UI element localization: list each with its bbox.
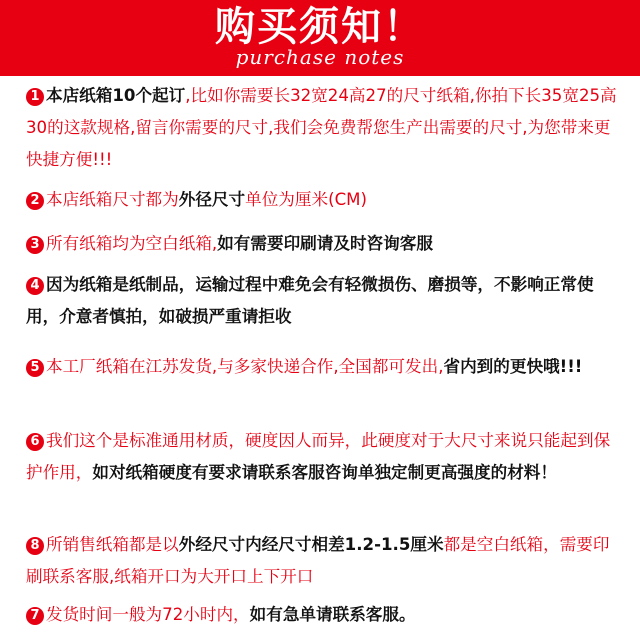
note-number-badge: 4 — [26, 277, 44, 295]
note-text-bold: 因为纸箱是纸制品，运输过程中难免会有轻微损伤、磨损等，不影响正常使用，介意者慎拍，如破损严重请拒收 — [26, 275, 594, 326]
note-number-badge: 7 — [26, 607, 44, 625]
page-title: 购买须知！ — [215, 4, 425, 50]
note-1 — [26, 80, 622, 176]
note-7 — [26, 599, 622, 631]
note-6 — [26, 425, 622, 489]
note-number-badge: 1 — [26, 88, 44, 106]
note-text-red: ,比如你需要长32宽24高27的尺寸纸箱,你拍下长35宽25高30的这款规格,留言你需要的尺寸,我们会免费帮您生产出需要的尺寸,为您带来更快捷方便!!! — [26, 86, 617, 169]
note-text-bold: 如有急单请联系客服。 — [249, 605, 416, 624]
note-text-bold: 本店纸箱10个起订 — [46, 86, 186, 105]
note-number-badge: 3 — [26, 236, 44, 254]
note-text-bold: 省内到的更快哦!!! — [443, 357, 583, 376]
note-5 — [26, 351, 622, 383]
note-text-red: 单位为厘米(CM) — [245, 190, 367, 209]
page-subtitle: purchase notes — [235, 45, 405, 69]
note-text-bold: 如对纸箱硬度有要求请联系客服咨询单独定制更高强度的材料！ — [92, 463, 557, 482]
note-number-badge: 8 — [26, 537, 44, 555]
note-text-red: 所有纸箱均为空白纸箱, — [46, 234, 218, 253]
note-text-bold: 外经尺寸内经尺寸相差1.2-1.5厘米 — [178, 535, 444, 554]
note-text-red: 所销售纸箱都是以 — [46, 535, 179, 554]
note-text-red: 都是空白纸箱，需要印刷联系客服,纸箱开口为大开口上下开口 — [26, 535, 610, 586]
note-4 — [26, 269, 622, 333]
note-number-badge: 6 — [26, 433, 44, 451]
note-text-red: 我们这个是标准通用材质，硬度因人而异，此硬度对于大尺寸来说只能起到保护作用， — [26, 431, 611, 482]
note-number-badge: 2 — [26, 192, 44, 210]
note-text-red: 本工厂纸箱在江苏发货,与多家快递合作,全国都可发出, — [46, 357, 444, 376]
note-8 — [26, 529, 622, 593]
note-text-red: 本店纸箱尺寸都为 — [46, 190, 179, 209]
note-text-red: 发货时间一般为72小时内， — [46, 605, 250, 624]
note-3 — [26, 228, 622, 260]
note-text-bold: 外径尺寸 — [178, 190, 246, 209]
note-number-badge: 5 — [26, 359, 44, 377]
note-2 — [26, 184, 622, 216]
note-text-bold: 如有需要印刷请及时咨询客服 — [217, 234, 433, 253]
